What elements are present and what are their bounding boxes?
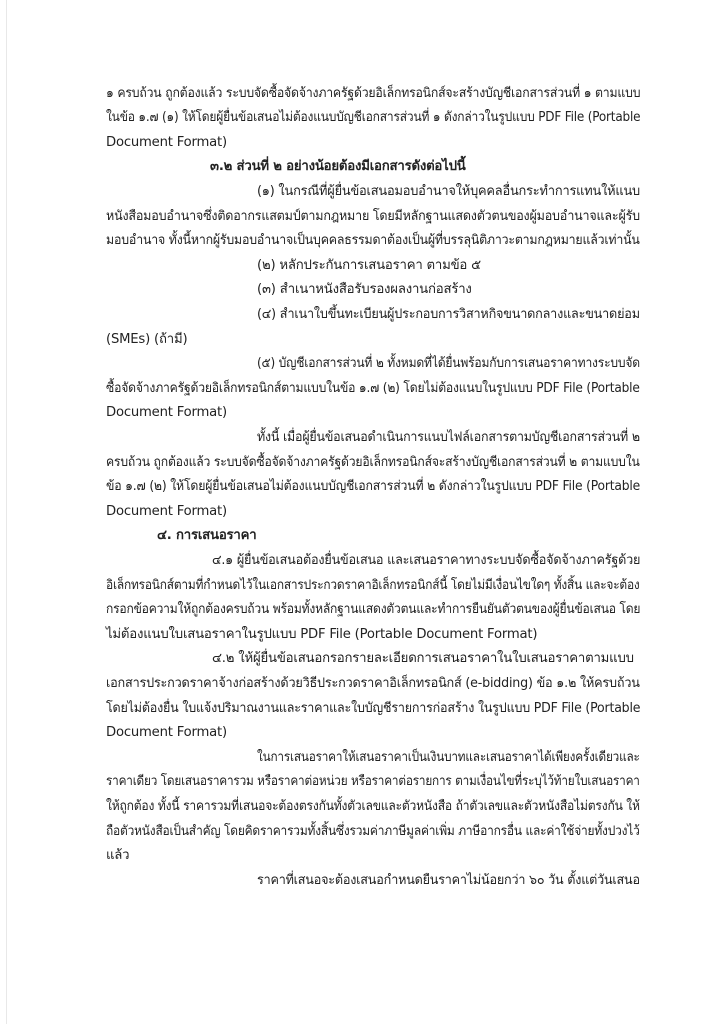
text-line: (๒) หลักประกันการเสนอราคา ตามข้อ ๕ <box>257 258 481 273</box>
text-line: ๔.๑ ผู้ยื่นข้อเสนอต้องยื่นข้อเสนอ และเสนอราคาทางระบบจัดซื้อจัดจ้างภาครัฐด้วย <box>212 553 641 568</box>
text-line: (๔) สำเนาใบขึ้นทะเบียนผู้ประกอบการวิสาหกิจขนาดกลางและขนาดย่อม <box>257 307 640 322</box>
text-line: Document Format) <box>106 725 227 740</box>
text-line: อิเล็กทรอนิกส์ตามที่กำหนดไว้ในเอกสารประกวดราคาอิเล็กทรอนิกส์นี้ โดยไม่มีเงื่อนไขใดๆ ทั้งสิ้น และจะต้อง <box>106 578 640 593</box>
text-line: Document Format) <box>106 504 227 519</box>
text-line: ไม่ต้องแนบใบเสนอราคาในรูปแบบ PDF File (Portable Document Format) <box>106 627 538 642</box>
scan-edge <box>6 0 7 1024</box>
text-line: ถือตัวหนังสือเป็นสำคัญ โดยคิดราคารวมทั้งสิ้นซึ่งรวมค่าภาษีมูลค่าเพิ่ม ภาษีอากรอื่น และค่าใช้จ่ายทั้งปวงไว้ <box>106 824 640 839</box>
text-line: ข้อ ๑.๗ (๒) ให้โดยผู้ยื่นข้อเสนอไม่ต้องแนบบัญชีเอกสารส่วนที่ ๒ ดังกล่าวในรูปแบบ PDF File (Portable <box>106 479 640 494</box>
text-line: ราคาเดียว โดยเสนอราคารวม หรือราคาต่อหน่วย หรือราคาต่อรายการ ตามเงื่อนไขที่ระบุไว้ท้ายใบเสนอราคา <box>106 774 640 789</box>
text-line: (๓) สำเนาหนังสือรับรองผลงานก่อสร้าง <box>257 282 472 297</box>
text-line: ซื้อจัดจ้างภาครัฐด้วยอิเล็กทรอนิกส์ตามแบบในข้อ ๑.๗ (๒) โดยไม่ต้องแนบในรูปแบบ PDF File (Portable <box>106 381 640 396</box>
text-line: ครบถ้วน ถูกต้องแล้ว ระบบจัดซื้อจัดจ้างภาครัฐด้วยอิเล็กทรอนิกส์จะสร้างบัญชีเอกสารส่วนที่ ๒ ตามแบบใน <box>106 455 640 470</box>
text-line: ในข้อ ๑.๗ (๑) ให้โดยผู้ยื่นข้อเสนอไม่ต้องแนบบัญชีเอกสารส่วนที่ ๑ ดังกล่าวในรูปแบบ PDF File (Portable <box>106 110 641 125</box>
text-line: Document Format) <box>106 405 227 420</box>
text-line: กรอกข้อความให้ถูกต้องครบถ้วน พร้อมทั้งหลักฐานแสดงตัวตนและทำการยืนยันตัวตนของผู้ยื่นข้อเสนอ โดย <box>106 602 641 617</box>
text-line: (SMEs) (ถ้ามี) <box>106 332 188 347</box>
text-line: เอกสารประกวดราคาจ้างก่อสร้างด้วยวิธีประกวดราคาอิเล็กทรอนิกส์ (e-bidding) ข้อ ๑.๒ ให้ครบถ้วน <box>106 676 640 691</box>
text-line: (๑) ในกรณีที่ผู้ยื่นข้อเสนอมอบอำนาจให้บุคคลอื่นกระทำการแทนให้แนบ <box>257 184 640 199</box>
text-line: แล้ว <box>106 848 130 863</box>
section-heading: ๔. การเสนอราคา <box>157 528 257 543</box>
text-line: ราคาที่เสนอจะต้องเสนอกำหนดยืนราคาไม่น้อยกว่า ๖๐ วัน ตั้งแต่วันเสนอ <box>257 873 640 888</box>
text-line: มอบอำนาจ ทั้งนี้หากผู้รับมอบอำนาจเป็นบุคคลธรรมดาต้องเป็นผู้ที่บรรลุนิติภาวะตามกฎหมายแล้วเท่านั้น <box>106 233 640 248</box>
text-line: หนังสือมอบอำนาจซึ่งติดอากรแสตมป์ตามกฎหมาย โดยมีหลักฐานแสดงตัวตนของผู้มอบอำนาจและผู้รับ <box>106 209 640 224</box>
text-line: ๔.๒ ให้ผู้ยื่นข้อเสนอกรอกรายละเอียดการเสนอราคาในใบเสนอราคาตามแบบ <box>212 651 634 666</box>
text-line: ๑ ครบถ้วน ถูกต้องแล้ว ระบบจัดซื้อจัดจ้างภาครัฐด้วยอิเล็กทรอนิกส์จะสร้างบัญชีเอกสารส่วนที่ ๑ ตามแบบ <box>106 86 641 101</box>
text-line: โดยไม่ต้องยื่น ใบแจ้งปริมาณงานและราคาและใบบัญชีรายการก่อสร้าง ในรูปแบบ PDF File (Portable <box>106 701 641 716</box>
text-line: (๕) บัญชีเอกสารส่วนที่ ๒ ทั้งหมดที่ได้ยื่นพร้อมกับการเสนอราคาทางระบบจัด <box>257 356 640 371</box>
text-line: ในการเสนอราคาให้เสนอราคาเป็นเงินบาทและเสนอราคาได้เพียงครั้งเดียวและ <box>257 750 640 765</box>
text-line: ให้ถูกต้อง ทั้งนี้ ราคารวมที่เสนอจะต้องตรงกันทั้งตัวเลขและตัวหนังสือ ถ้าตัวเลขและตัวหนังสือไม่ตรงกัน ให้ <box>106 799 640 814</box>
text-line: Document Format) <box>106 135 227 150</box>
text-line: ทั้งนี้ เมื่อผู้ยื่นข้อเสนอดำเนินการแนบไฟล์เอกสารตามบัญชีเอกสารส่วนที่ ๒ <box>257 430 640 445</box>
section-heading: ๓.๒ ส่วนที่ ๒ อย่างน้อยต้องมีเอกสารดังต่อไปนี้ <box>210 159 466 174</box>
